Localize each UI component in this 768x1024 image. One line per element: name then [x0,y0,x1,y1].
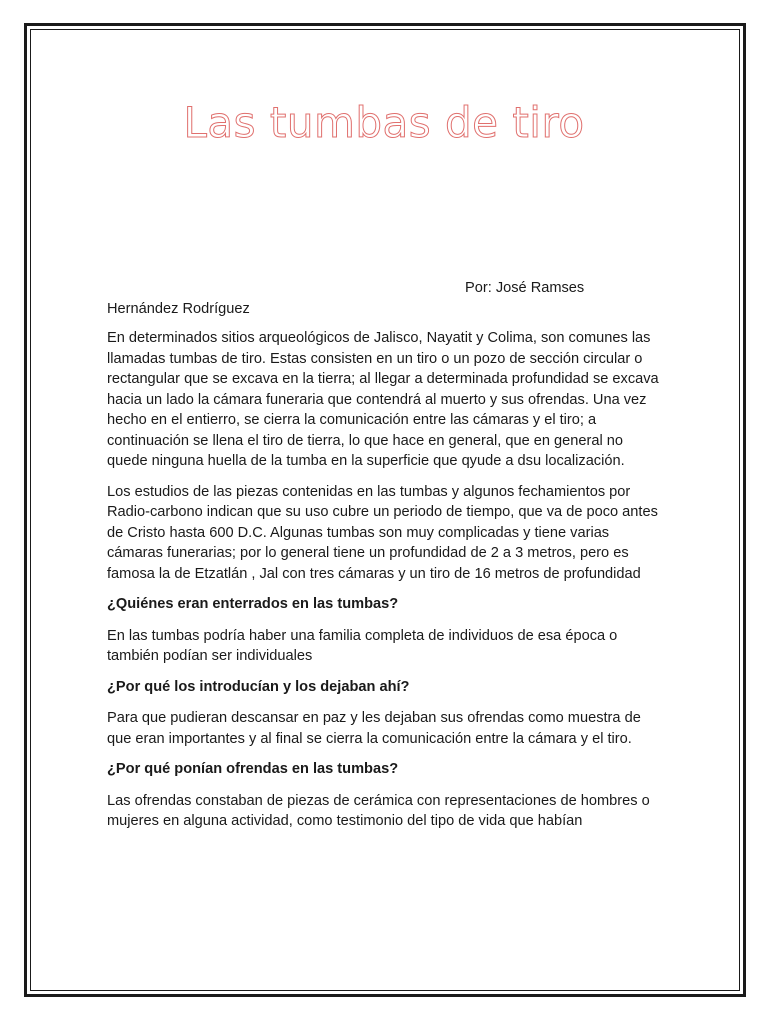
question-heading: ¿Por qué los introducían y los dejaban ahí? [107,678,410,695]
answer-paragraph: En las tumbas podría haber una familia completa de individuos de esa época o también podían ser individuales [107,627,618,664]
answer-paragraph: Para que pudieran descansar en paz y les dejaban sus ofrendas como muestra de que eran importantes y al final se cierra la comunicación entre la cámara y el tiro. [107,710,641,747]
author-line-1: Por: José Ramses [465,280,585,296]
author-line-2: Hernández Rodríguez [107,300,250,317]
paragraph-studies: Los estudios de las piezas contenidas en las tumbas y algunos fechamientos por Radio-carbono indican que su uso cubre un periodo de tiempo, que va de poco antes de Cristo hasta 600 D.C. Algunas tumbas son muy complicadas y tiene varias cámaras funerarias; por lo general tiene un profundidad de 2 a 3 metros, pero es famosa la de Etzatlán , Jal con tres cámaras y un tiro de 16 metros de profundidad [107,483,658,582]
question-heading: ¿Por qué ponían ofrendas en las tumbas? [107,761,399,777]
author-byline [107,278,667,319]
paragraph-intro: En determinados sitios arqueológicos de Jalisco, Nayatit y Colima, son comunes las llamadas tumbas de tiro. Estas consisten en un tiro o un pozo de sección circular o rectangular que se excava en la tierra; al llegar a determinada profundidad se excava hacia un lado la cámara funeraria que contendrá al muerto y sus ofrendas. Una vez hecho en el entierro, se cierra la comunicación entre las cámaras y el tiro; a continuación se llena el tiro de tierra, lo que hace en general, que en general no quede ninguna huella de la tumba en la superficie que qyude a dsu localización. [107,330,659,469]
document-body [107,278,667,842]
question-heading: ¿Quiénes eran enterrados en las tumbas? [107,596,399,612]
answer-paragraph: Las ofrendas constaban de piezas de cerámica con representaciones de hombres o mujeres en alguna actividad, como testimonio del tipo de vida que habían [107,792,650,829]
document-title: Las tumbas de tiro [183,98,585,147]
